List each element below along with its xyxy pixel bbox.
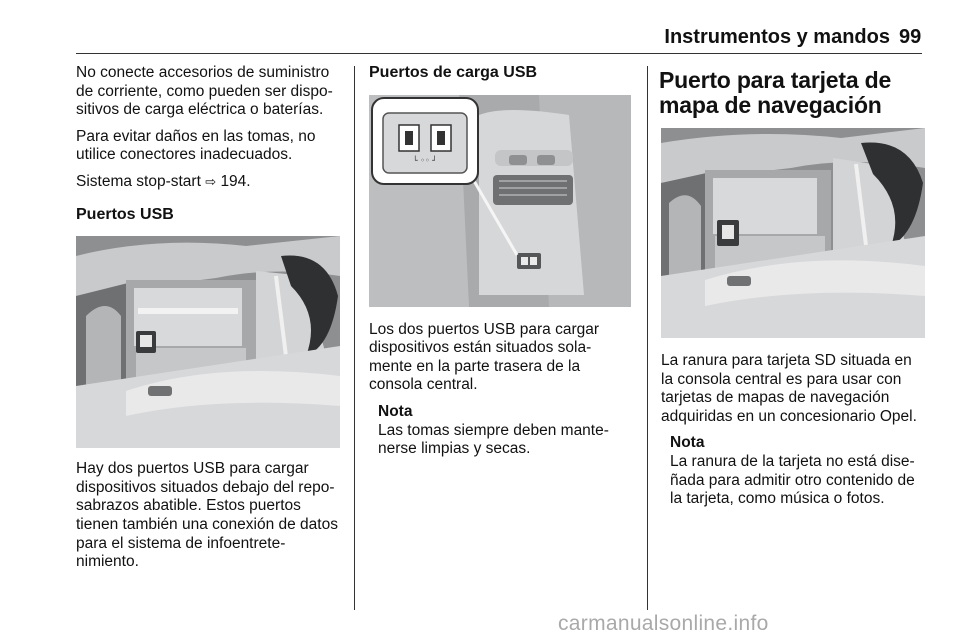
arrow-icon: ⇨ [205, 173, 217, 189]
paragraph: No conecte accesorios de suministro de corriente, como pueden ser dispo-sitivos de carga eléctrica o baterías. [76, 64, 333, 119]
paragraph: Los dos puertos USB para cargar dispositivos están situados sola-mente en la parte trasera de la consola central. [369, 320, 600, 394]
section-heading-large: Puerto para tarjeta de mapa de navegación [659, 67, 892, 118]
svg-text:└ ◦◦ ┘: └ ◦◦ ┘ [412, 155, 438, 165]
usb-ports-armrest-illustration [76, 236, 340, 448]
reference-text: Sistema stop-start [76, 172, 201, 190]
paragraph: La ranura para tarjeta SD situada en la consola central es para usar con tarjetas de mapas de navegación adquiridas en un concesionario Opel. [661, 352, 917, 425]
note-body: La ranura de la tarjeta no está dise-ñada para admitir otro contenido de la tarjeta, como música o fotos. [670, 452, 915, 508]
header-rule [76, 53, 922, 54]
note-title: Nota [378, 402, 413, 420]
column-divider [354, 66, 355, 610]
watermark: carmanualsonline.info [558, 612, 769, 635]
rear-console-usb-illustration [369, 95, 631, 307]
column-2 [369, 64, 633, 459]
note-title: Nota [670, 434, 705, 452]
paragraph: Hay dos puertos USB para cargar dispositivos situados debajo del repo-sabrazos abatible. Estos puertos tienen también una conexión de datos para el sistema de infoentrete-nimiento. [76, 460, 338, 571]
section-heading: Puertos USB [76, 205, 174, 223]
page-number: 99 [899, 26, 922, 48]
header-title: Instrumentos y mandos [664, 26, 890, 48]
reference-page: 194. [220, 172, 251, 190]
column-1 [76, 64, 344, 580]
column-3 [661, 64, 927, 509]
cross-reference [76, 173, 344, 192]
paragraph: Para evitar daños en las tomas, no utilice conectores inadecuados. [76, 127, 316, 164]
note [378, 403, 633, 459]
note [670, 434, 927, 508]
column-divider [647, 66, 648, 610]
section-heading: Puertos de carga USB [369, 64, 538, 81]
sd-card-slot-illustration [661, 128, 925, 338]
note-body: Las tomas siempre deben mante-nerse limpias y secas. [378, 421, 609, 458]
